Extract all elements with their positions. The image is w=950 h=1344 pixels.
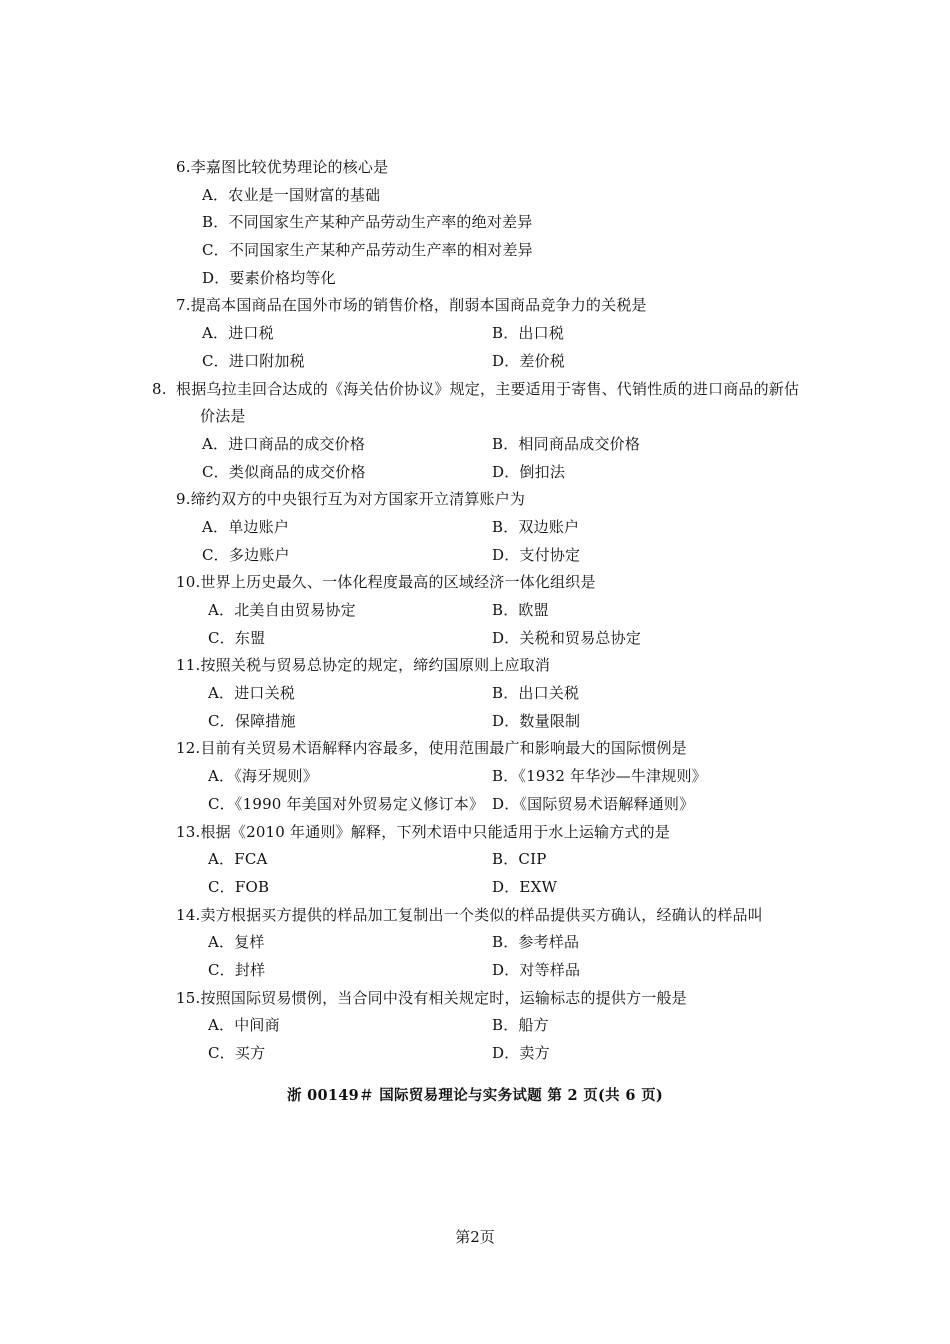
option-a: A．进口商品的成交价格 [202, 434, 366, 453]
option-d: D．EXW [492, 877, 558, 896]
option-a: A．进口税 [202, 324, 274, 343]
question-14 [176, 902, 796, 985]
option-d: D．数量限制 [492, 711, 581, 730]
option-b: B．《1932 年华沙—牛津规则》 [492, 767, 707, 786]
question-11 [176, 652, 796, 735]
option-list [176, 846, 796, 901]
question-number: 10. [176, 573, 201, 592]
option-a: A．北美自由贸易协定 [208, 601, 356, 620]
option-list [176, 763, 796, 818]
question-stem: 提高本国商品在国外市场的销售价格，削弱本国商品竞争力的关税是 [190, 296, 647, 315]
question-7 [176, 292, 796, 375]
question-number: 9. [176, 490, 191, 509]
question-number: 15. [176, 988, 201, 1007]
option-d: D．差价税 [492, 351, 566, 370]
question-stem: 按照国际贸易惯例，当合同中没有相关规定时，运输标志的提供方一般是 [200, 988, 687, 1007]
option-c: C．保障措施 [208, 711, 296, 730]
option-a: A．FCA [208, 850, 268, 869]
option-list [176, 929, 796, 984]
question-number: 7. [176, 296, 191, 315]
option-c: C．东盟 [208, 628, 266, 647]
question-number: 6. [176, 158, 191, 176]
option-c: C．类似商品的成交价格 [202, 462, 366, 481]
question-12 [176, 735, 796, 818]
question-stem: 李嘉图比较优势理论的核心是 [190, 158, 389, 176]
option-a: A．单边账户 [202, 517, 290, 536]
question-stem: 目前有关贸易术语解释内容最多，使用范围最广和影响最大的国际惯例是 [200, 739, 687, 758]
question-number: 13. [176, 822, 201, 841]
option-d: D．卖方 [492, 1044, 550, 1063]
option-c: C．买方 [208, 1044, 266, 1063]
option-b: B．船方 [492, 1016, 549, 1035]
option-c: C．封样 [208, 960, 266, 979]
question-number: 11. [176, 656, 201, 675]
question-number: 14. [176, 905, 201, 924]
question-stem: 根据乌拉圭回合达成的《海关估价协议》规定，主要适用于寄售、代销性质的进口商品的新估价法是 [176, 379, 800, 426]
question-15 [176, 985, 796, 1068]
question-list [152, 154, 800, 1068]
option-a: A．农业是一国财富的基础 [202, 185, 381, 204]
question-number: 12. [176, 739, 201, 758]
option-d: D．要素价格均等化 [202, 268, 336, 287]
option-a: A．复样 [208, 933, 265, 952]
page-number: 第2页 [455, 1228, 495, 1246]
option-c: C．多边账户 [202, 545, 290, 564]
option-list [176, 320, 796, 375]
option-list [176, 514, 796, 569]
option-c: C．《1990 年美国对外贸易定义修订本》 [208, 794, 485, 813]
option-a: A．中间商 [208, 1016, 280, 1035]
question-stem: 卖方根据买方提供的样品加工复制出一个类似的样品提供买方确认，经确认的样品叫 [200, 905, 763, 924]
option-list [176, 597, 796, 652]
question-8: 8. 根据乌拉圭回合达成的《海关估价协议》规定，主要适用于寄售、代销性质的进口商品的新估价法是 A．进口商品的成交价格 B．相同商品成交价格 C．类似商品的成交价格 D．倒扣法 [176, 376, 796, 487]
question-stem: 世界上历史最久、一体化程度最高的区域经济一体化组织是 [200, 573, 596, 592]
option-c: C．进口附加税 [202, 351, 305, 370]
exam-footer: 浙 00149＃ 国际贸易理论与实务试题 第 2 页(共 6 页) [286, 1087, 664, 1104]
option-b: B．出口关税 [492, 684, 580, 703]
option-b: B．相同商品成交价格 [492, 434, 641, 453]
option-list [176, 680, 796, 735]
option-d: D．倒扣法 [492, 462, 566, 481]
option-d: D．关税和贸易总协定 [492, 628, 642, 647]
option-c: C．不同国家生产某种产品劳动生产率的相对差异 [202, 241, 533, 260]
question-9 [176, 486, 796, 569]
option-b: B．出口税 [492, 324, 565, 343]
question-6 [176, 154, 796, 292]
option-d: D．《国际贸易术语解释通则》 [492, 794, 695, 813]
option-list [176, 182, 796, 293]
option-a: A．进口关税 [208, 684, 296, 703]
option-a: A．《海牙规则》 [208, 767, 318, 786]
question-stem: 缔约双方的中央银行互为对方国家开立清算账户为 [190, 490, 526, 509]
option-d: D．对等样品 [492, 960, 581, 979]
option-b: B．欧盟 [492, 601, 549, 620]
question-10 [176, 569, 796, 652]
question-stem: 按照关税与贸易总协定的规定，缔约国原则上应取消 [200, 656, 551, 675]
option-b: B．不同国家生产某种产品劳动生产率的绝对差异 [202, 213, 533, 232]
option-b: B．参考样品 [492, 933, 580, 952]
option-list [176, 431, 796, 486]
option-list [176, 1012, 796, 1067]
option-d: D．支付协定 [492, 545, 581, 564]
question-13 [176, 819, 796, 902]
option-b: B．CIP [492, 850, 547, 869]
question-stem: 根据《2010 年通则》解释，下列术语中只能适用于水上运输方式的是 [200, 822, 671, 841]
option-b: B．双边账户 [492, 517, 580, 536]
option-c: C．FOB [208, 877, 270, 896]
